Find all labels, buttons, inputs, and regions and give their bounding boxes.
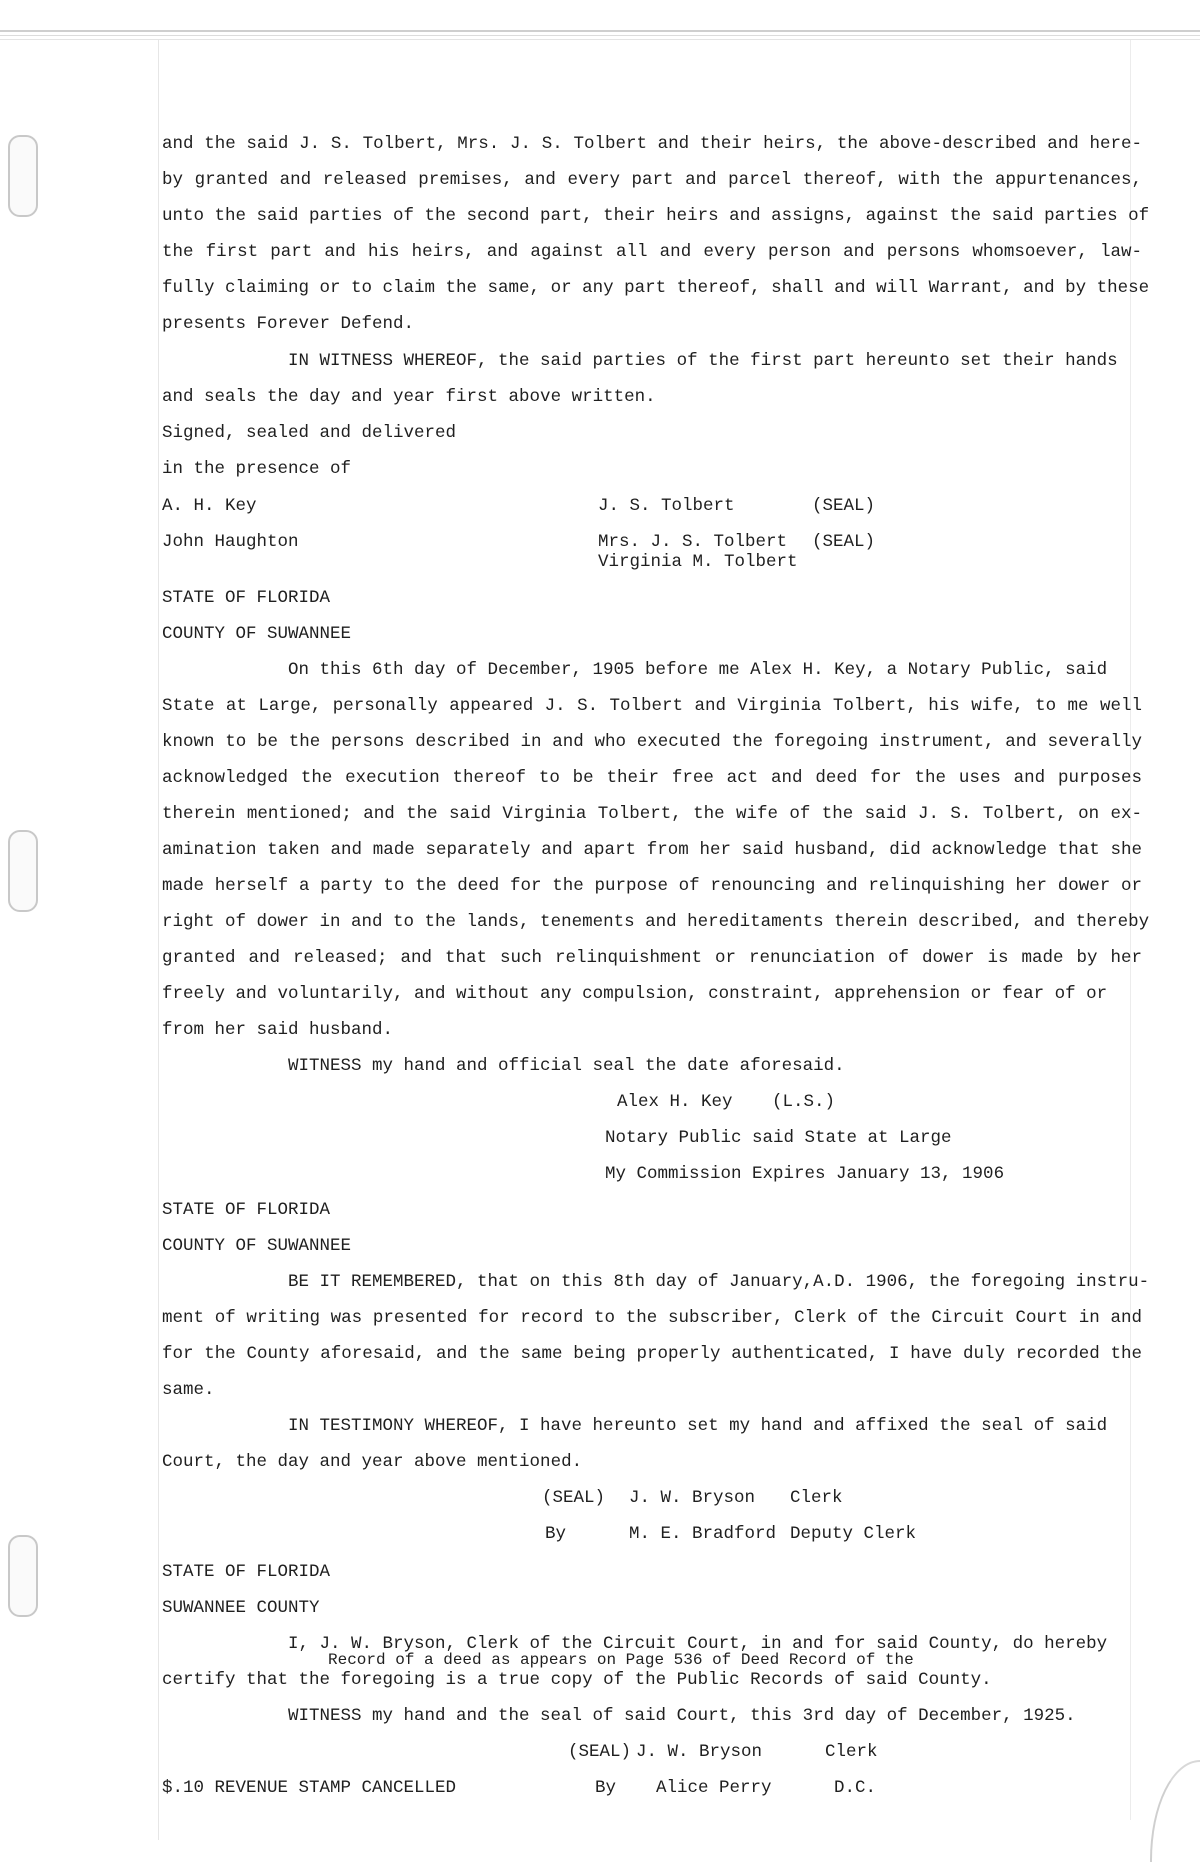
witness-name: John Haughton [162, 532, 299, 552]
deed-body-line: fully claiming or to claim the same, or any part thereof, shall and will Warrant, and by these [162, 278, 1150, 298]
seal-mark: (SEAL) [812, 496, 876, 516]
grantor-signature: J. S. Tolbert [598, 496, 735, 516]
binder-hole-top [8, 135, 38, 217]
venue-county: COUNTY OF SUWANNEE [162, 624, 352, 644]
deed-body-line: unto the said parties of the second part, their heirs and assigns, against the said parties of [162, 206, 1150, 226]
deputy-signature: Alice Perry [656, 1778, 772, 1798]
notary-title: Notary Public said State at Large [605, 1128, 952, 1148]
deed-body-line: the first part and his heirs, and against all and every person and persons whomsoever, law- [162, 242, 1142, 262]
deed-body-line: and the said J. S. Tolbert, Mrs. J. S. Tolbert and their heirs, the above-described and here- [162, 134, 1142, 154]
acknowledgment-line: known to be the persons described in and who executed the foregoing instrument, and severally [162, 732, 1142, 752]
binder-hole-middle [8, 830, 38, 912]
testimonium-line: and seals the day and year first above written. [162, 387, 656, 407]
recording-line: for the County aforesaid, and the same being properly authenticated, I have duly recorded the [162, 1344, 1142, 1364]
witness-name: A. H. Key [162, 496, 257, 516]
clerk-seal-mark: (SEAL) [542, 1488, 606, 1508]
testimony-line: IN TESTIMONY WHEREOF, I have hereunto set my hand and affixed the seal of said [288, 1416, 1108, 1436]
clerk-seal-mark: (SEAL) [568, 1742, 632, 1762]
acknowledgment-line: made herself a party to the deed for the purpose of renouncing and relinquishing her dower or [162, 876, 1142, 896]
page-corner-curl [1150, 1760, 1200, 1862]
acknowledgment-line: from her said husband. [162, 1020, 394, 1040]
recording-line: BE IT REMEMBERED, that on this 8th day of January,A.D. 1906, the foregoing instru- [288, 1272, 1150, 1292]
left-margin-rule [158, 40, 159, 1840]
deputy-signature: M. E. Bradford [629, 1524, 777, 1544]
acknowledgment-line: freely and voluntarily, and without any compulsion, constraint, apprehension or fear of or [162, 984, 1108, 1004]
certification-line: I, J. W. Bryson, Clerk of the Circuit Court, in and for said County, do hereby [288, 1634, 1108, 1654]
certification-witness-line: WITNESS my hand and the seal of said Court, this 3rd day of December, 1925. [288, 1706, 1076, 1726]
certification-line: certify that the foregoing is a true copy of the Public Records of said County. [162, 1670, 992, 1690]
clerk-title: Clerk [825, 1742, 878, 1762]
testimonium-line: IN WITNESS WHEREOF, the said parties of the first part hereunto set their hands [288, 351, 1118, 371]
acknowledgment-line: On this 6th day of December, 1905 before me Alex H. Key, a Notary Public, said [288, 660, 1108, 680]
venue-state: STATE OF FLORIDA [162, 1200, 331, 1220]
venue-state: STATE OF FLORIDA [162, 1562, 331, 1582]
acknowledgment-line: therein mentioned; and the said Virginia Tolbert, the wife of the said J. S. Tolbert, on ex- [162, 804, 1142, 824]
signed-sealed-line: Signed, sealed and delivered [162, 423, 457, 443]
certification-interlineation: Record of a deed as appears on Page 536 of Deed Record of the [328, 1651, 914, 1669]
by-label: By [545, 1524, 567, 1544]
venue-county: SUWANNEE COUNTY [162, 1598, 320, 1618]
recording-line: ment of writing was presented for record to the subscriber, Clerk of the Circuit Court in and [162, 1308, 1142, 1328]
testimony-line: Court, the day and year above mentioned. [162, 1452, 583, 1472]
binder-hole-bottom [8, 1535, 38, 1617]
document-page [162, 0, 1150, 1860]
deed-body-line: by granted and released premises, and every part and parcel thereof, with the appurtenances, [162, 170, 1142, 190]
grantor-signature: Mrs. J. S. Tolbert [598, 532, 788, 552]
by-label: By [595, 1778, 617, 1798]
deed-body-line: presents Forever Defend. [162, 314, 415, 334]
acknowledgment-line: granted and released; and that such relinquishment or renunciation of dower is made by her [162, 948, 1142, 968]
revenue-stamp-note: $.10 REVENUE STAMP CANCELLED [162, 1778, 457, 1798]
clerk-signature: J. W. Bryson [636, 1742, 763, 1762]
deputy-title: D.C. [834, 1778, 877, 1798]
venue-state: STATE OF FLORIDA [162, 588, 331, 608]
acknowledgment-line: right of dower in and to the lands, tenements and hereditaments therein described, and thereby [162, 912, 1150, 932]
acknowledgment-line: acknowledged the execution thereof to be their free act and deed for the uses and purposes [162, 768, 1142, 788]
seal-mark: (SEAL) [812, 532, 876, 552]
venue-county: COUNTY OF SUWANNEE [162, 1236, 352, 1256]
clerk-title: Clerk [790, 1488, 843, 1508]
notary-seal-mark: (L.S.) [772, 1092, 836, 1112]
notary-witness-line: WITNESS my hand and official seal the date aforesaid. [288, 1056, 845, 1076]
presence-line: in the presence of [162, 459, 352, 479]
deputy-title: Deputy Clerk [790, 1524, 917, 1544]
recording-line: same. [162, 1380, 215, 1400]
notary-commission: My Commission Expires January 13, 1906 [605, 1164, 1005, 1184]
notary-signature: Alex H. Key [617, 1092, 733, 1112]
clerk-signature: J. W. Bryson [629, 1488, 756, 1508]
acknowledgment-line: State at Large, personally appeared J. S. Tolbert and Virginia Tolbert, his wife, to me well [162, 696, 1142, 716]
grantor-signature-alt: Virginia M. Tolbert [598, 552, 798, 572]
acknowledgment-line: amination taken and made separately and apart from her said husband, did acknowledge that she [162, 840, 1142, 860]
